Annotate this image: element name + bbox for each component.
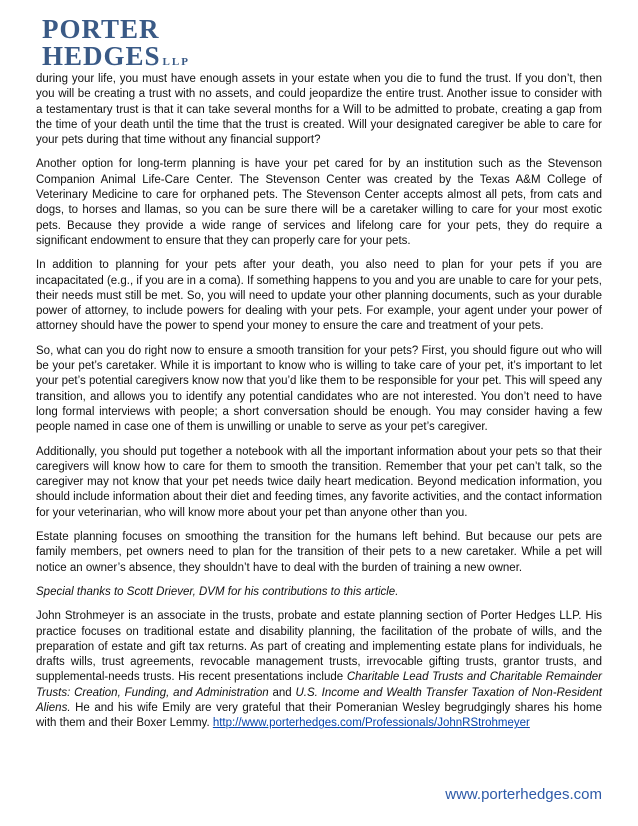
- paragraph-incapacity: In addition to planning for your pets after your death, you also need to plan for your pets if you are incapacitated (e.g., if you are in a coma). If something happens to you and you are unable to care for your pets, their needs must still be met. So, you will need to update your other planning documents, such as your durable power of attorney, to include powers for dealing with your pets. For example, your agent under your power of attorney should have the power to spend your money to ensure the care and treatment of your pets.: [36, 259, 602, 333]
- paragraph-estate-planning: Estate planning focuses on smoothing the transition for the humans left behind. But because our pets are family members, pet owners need to plan for the transition of their pets to a new caretaker. While a pet will notice an owner’s absence, they shouldn’t have to deal with the burden of training a new owner.: [36, 531, 602, 574]
- author-profile-link[interactable]: http://www.porterhedges.com/Professionals/JohnRStrohmeyer: [212, 717, 530, 730]
- footer-website-url[interactable]: www.porterhedges.com: [445, 786, 602, 803]
- author-bio: [36, 609, 602, 731]
- special-thanks-text: Special thanks to Scott Driever, DVM for his contributions to this article.: [36, 585, 399, 598]
- porter-hedges-logo: [42, 14, 202, 74]
- bio-and: and: [268, 686, 296, 699]
- paragraph-choose-caretaker: So, what can you do right now to ensure a smooth transition for your pets? First, you should figure out who will be your pet’s caretaker. While it is important to know who is willing to take care of your pet, it’s important to let your pet’s potential caregivers know now that you’d like them to be responsible for your pet. This will speed any transition, and allows you to identify any potential candidates who are not interested. You don’t need to have long formal interviews with people; a short conversation should be enough. You may consider having a few people named in case one of them is unwilling or unable to serve as your pet’s caregiver.: [36, 344, 602, 434]
- logo-line-hedges: [42, 41, 190, 72]
- logo-hedges-text: HEDGES: [42, 41, 161, 71]
- paragraph-notebook: Additionally, you should put together a notebook with all the important information about your pets so that their caregivers will know how to care for them to smooth the transition. Remember that your pet can’t talk, so the caregiver may not know that your pet needs twice daily heart medication. Beyond medication information, you should include information about their diet and feeding times, any favorite activities, and the contact information for your veterinarian, who will know more about your pet than anyone other than you.: [36, 445, 602, 519]
- bio-text-outro: He and his wife Emily are very grateful that their Pomeranian Wesley begrudgingly shares his home with them and their Boxer Lemmy.: [36, 701, 602, 730]
- logo-line-porter: PORTER: [42, 14, 160, 44]
- logo-llp-text: LLP: [162, 56, 190, 68]
- paragraph-stevenson-center: Another option for long-term planning is have your pet cared for by an institution such as the Stevenson Companion Animal Life-Care Center. The Stevenson Center was created by the Texas A&M College of Veterinary Medicine to care for orphaned pets. The Stevenson Center accepts almost all pets, from cats and dogs, to horses and llamas, so you can be sure there will be a caretaker willing to care for your most exotic pets. Because they provide a wide range of services and lifelong care for your pets, they do require a significant endowment to ensure that they can properly care for your pets.: [36, 158, 602, 247]
- article-body: [36, 72, 602, 741]
- bio-text-intro: John Strohmeyer is an associate in the trusts, probate and estate planning section of Porter Hedges LLP. His practice focuses on traditional estate and disability planning, the facilitation of the probate of wills, and the preparation of estate and gift tax returns. As part of creating and implementing estate plans for individuals, he drafts wills, trust agreements, revocable management trusts, irrevocable gifting trusts, grantor trusts, and supplemental-needs trusts. His recent presentations include: [36, 610, 602, 684]
- special-thanks: [36, 585, 602, 600]
- bio-presentation-title-1: Charitable Lead Trusts and Charitable Remainder Trusts: Creation, Funding, and Administration: [36, 671, 603, 699]
- bio-presentation-title-2: U.S. Income and Wealth Transfer Taxation of Non-Resident Aliens.: [36, 686, 603, 714]
- paragraph-trust-funding: during your life, you must have enough assets in your estate when you die to fund the trust. If you don’t, then you will be creating a trust with no assets, and could jeopardize the entire trust. Another issue to consider with a testamentary trust is that it can take several months for a Will to be admitted to probate, creating a gap from the time of your death until the time that the trust is created. Will your designated caregiver be able to care for your pets during that time without any financial support?: [36, 73, 602, 147]
